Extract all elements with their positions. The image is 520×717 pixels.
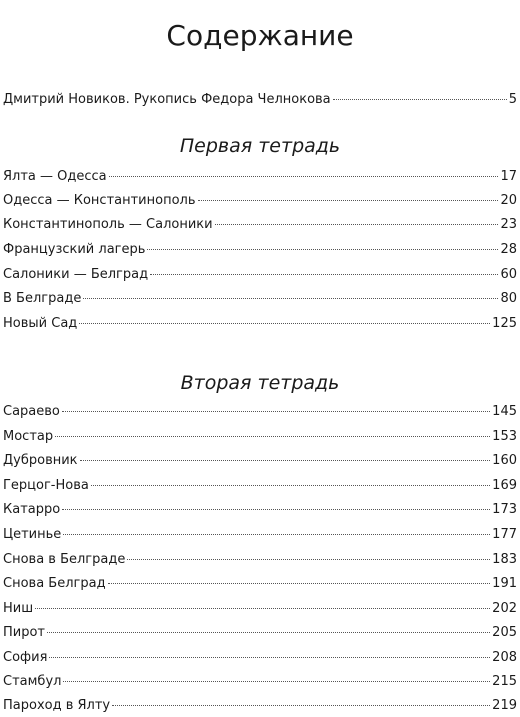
- toc-entry[interactable]: [3, 649, 517, 667]
- dot-leader: [62, 509, 490, 510]
- dot-leader: [35, 608, 490, 609]
- dot-leader: [79, 323, 490, 324]
- toc-entry[interactable]: [3, 428, 517, 446]
- toc-entry-title: Герцог-Нова: [3, 478, 89, 493]
- dot-leader: [109, 176, 499, 177]
- dot-leader: [83, 298, 498, 299]
- dot-leader: [63, 681, 490, 682]
- dot-leader: [108, 583, 491, 584]
- toc-entry-page: 202: [492, 601, 517, 616]
- toc-entry-page: 125: [492, 316, 517, 331]
- toc-entry[interactable]: [3, 551, 517, 569]
- dot-leader: [127, 559, 490, 560]
- dot-leader: [333, 99, 507, 100]
- toc-entry-page: 205: [492, 625, 517, 640]
- toc-entry-title: Французский лагерь: [3, 242, 146, 257]
- toc-entry-title: Мостар: [3, 429, 54, 444]
- dot-leader: [62, 411, 490, 412]
- toc-entry-page: 145: [492, 404, 517, 419]
- toc-entry-title: Сараево: [3, 404, 60, 419]
- toc-entry[interactable]: [3, 697, 517, 715]
- dot-leader: [91, 485, 490, 486]
- toc-entry-title: Снова Белград: [3, 576, 106, 591]
- dot-leader: [49, 657, 490, 658]
- toc-entry-title: Ялта — Одесса: [3, 169, 107, 184]
- toc-entry[interactable]: [3, 192, 517, 210]
- toc-entry-title: Стамбул: [3, 674, 62, 689]
- toc-entry-title: Снова в Белграде: [3, 552, 126, 567]
- toc-entry-page: 20: [500, 193, 517, 208]
- toc-entry-title: Цетинье: [3, 527, 62, 542]
- toc-entry-title: Константинополь — Салоники: [3, 217, 213, 232]
- toc-entry-title: Пароход в Ялту: [3, 698, 111, 713]
- dot-leader: [112, 705, 490, 706]
- toc-entry[interactable]: [3, 290, 517, 308]
- toc-entry-title: Ниш: [3, 601, 34, 616]
- toc-entry-page: 28: [500, 242, 517, 257]
- toc-entry-title: Дубровник: [3, 453, 78, 468]
- toc-entry[interactable]: [3, 624, 517, 642]
- toc-entry-page: 177: [492, 527, 517, 542]
- toc-entry-page: 191: [492, 576, 517, 591]
- section-title-first-notebook: Первая тетрадь: [179, 135, 341, 157]
- dot-leader: [150, 274, 498, 275]
- toc-entry[interactable]: [3, 452, 517, 470]
- toc-entry-title: Салоники — Белград: [3, 267, 149, 282]
- toc-entry[interactable]: [3, 477, 517, 495]
- dot-leader: [63, 534, 490, 535]
- toc-entry[interactable]: [3, 216, 517, 234]
- toc-entry-page: 215: [492, 674, 517, 689]
- toc-entry[interactable]: [3, 241, 517, 259]
- toc-entry-page: 17: [500, 169, 517, 184]
- toc-entry[interactable]: [3, 315, 517, 333]
- toc-entry[interactable]: [3, 403, 517, 421]
- dot-leader: [80, 460, 491, 461]
- dot-leader: [198, 200, 499, 201]
- toc-entry-intro[interactable]: [3, 91, 517, 109]
- dot-leader: [147, 249, 498, 250]
- dot-leader: [47, 632, 490, 633]
- toc-entry-page: 169: [492, 478, 517, 493]
- dot-leader: [55, 436, 490, 437]
- toc-entry-page: 219: [492, 698, 517, 713]
- toc-entry-page: 160: [492, 453, 517, 468]
- toc-entry-page: 173: [492, 502, 517, 517]
- toc-entry-title: В Белграде: [3, 291, 82, 306]
- toc-entry[interactable]: [3, 266, 517, 284]
- toc-entry-page: 5: [508, 92, 517, 107]
- page-title: Содержание: [166, 18, 354, 52]
- toc-entry[interactable]: [3, 673, 517, 691]
- toc-entry-page: 183: [492, 552, 517, 567]
- toc-entry-page: 23: [500, 217, 517, 232]
- toc-entry-page: 153: [492, 429, 517, 444]
- toc-entry[interactable]: [3, 600, 517, 618]
- toc-entry[interactable]: [3, 168, 517, 186]
- toc-entry[interactable]: [3, 501, 517, 519]
- toc-entry-page: 60: [500, 267, 517, 282]
- section-title-second-notebook: Вторая тетрадь: [180, 372, 340, 394]
- toc-entry-title: Одесса — Константинополь: [3, 193, 196, 208]
- dot-leader: [215, 224, 499, 225]
- toc-entry[interactable]: [3, 575, 517, 593]
- toc-entry-title: София: [3, 650, 48, 665]
- toc-entry-page: 80: [500, 291, 517, 306]
- toc-entry-title: Катарро: [3, 502, 61, 517]
- toc-entry-title: Пирот: [3, 625, 46, 640]
- toc-entry-title: Новый Сад: [3, 316, 78, 331]
- toc-entry[interactable]: [3, 526, 517, 544]
- toc-entry-page: 208: [492, 650, 517, 665]
- toc-entry-title: Дмитрий Новиков. Рукопись Федора Челнокова: [3, 92, 331, 107]
